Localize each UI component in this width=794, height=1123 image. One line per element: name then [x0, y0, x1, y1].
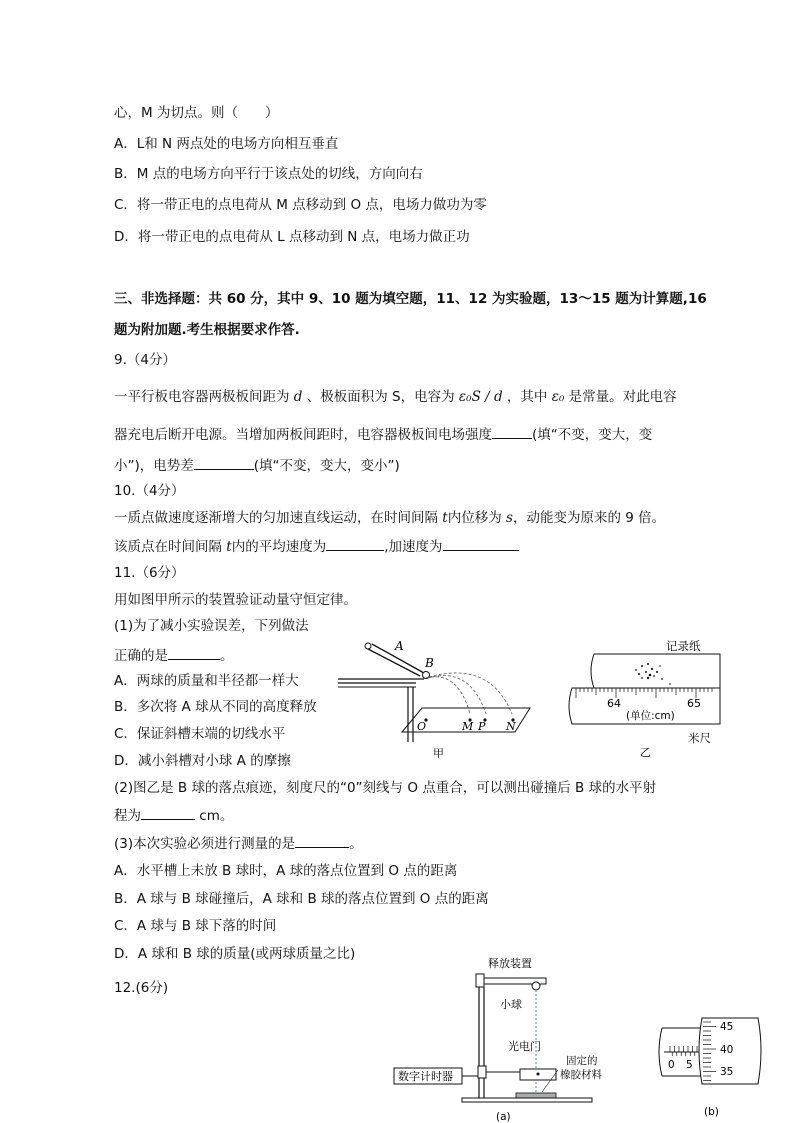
sleeve-0: 0 — [668, 1059, 675, 1071]
q10-text-e: 内的平均速度为 — [231, 539, 327, 555]
rule-label: 米尺 — [688, 731, 711, 745]
ball-icon — [532, 982, 540, 990]
q9-capacitance-formula: ε₀S / d — [458, 389, 503, 405]
q11-sub3-option-d: D．A 球和 B 球的质量(或两球质量之比) — [114, 946, 356, 962]
ball-label: 小球 — [500, 998, 522, 1011]
q11-sub1-line2 — [114, 645, 234, 666]
q9-text-e: 器充电后断开电源。当增加两板间距时，电容器极板间电场强度 — [114, 427, 492, 443]
section3-heading-line1: 三、非选择题：共 60 分，其中 9、10 题为填空题，11、12 为实验题，13～15 题为计算题,16 — [114, 291, 707, 307]
q9-blank-potential[interactable] — [194, 455, 254, 470]
q11-sub1-line1: (1)为了减小实验误差，下列做法 — [114, 618, 309, 634]
fig-b-micrometer — [654, 1008, 770, 1123]
q10-line2 — [114, 536, 519, 557]
tick-64: 64 — [607, 697, 621, 710]
q9-line1 — [114, 387, 677, 407]
q11-blank-2[interactable] — [141, 805, 195, 820]
label-n: N — [506, 720, 516, 733]
q9-blank-field[interactable] — [492, 424, 532, 439]
thimble-35: 35 — [720, 1066, 734, 1078]
label-m: M — [462, 720, 474, 733]
base-plate — [462, 1098, 592, 1102]
label-b: B — [425, 656, 434, 670]
label-a: A — [395, 639, 404, 653]
q9-line2 — [114, 424, 652, 445]
timer-label: 数字计时器 — [398, 1070, 453, 1083]
unit-label: (单位:cm) — [626, 710, 675, 722]
fig-yi-ruler — [562, 634, 726, 768]
q8-stem-tail: 心，M 为切点。则（ ） — [114, 105, 279, 121]
q10-header: 10.（4分） — [114, 483, 185, 499]
fig-a-caption: (a) — [496, 1111, 511, 1123]
q11-text-d: cm。 — [199, 808, 234, 824]
q11-blank-1[interactable] — [168, 645, 220, 660]
tick-65: 65 — [687, 697, 701, 710]
chute-slope — [368, 649, 420, 676]
q11-sub3-option-c: C．A 球与 B 球下落的时间 — [114, 918, 277, 934]
fig-b-caption: (b) — [704, 1106, 719, 1118]
label-p: P — [478, 720, 486, 733]
thimble-40: 40 — [720, 1044, 734, 1056]
q10-text-b: 内位移为 — [447, 510, 502, 526]
q11-text-c: 程为 — [114, 808, 141, 824]
q12-header: 12.(6分) — [114, 980, 169, 996]
q9-text-f: (填“不变，变大，变 — [532, 427, 653, 443]
fig-a-photogate — [392, 952, 632, 1123]
q8-option-d: D．将一带正电的点电荷从 L 点移动到 N 点，电场力做正功 — [114, 229, 470, 245]
q11-sub2-line2 — [114, 805, 233, 826]
record-paper-label: 记录纸 — [666, 639, 701, 653]
fig-yi-caption: 乙 — [640, 746, 651, 759]
release-label: 释放装置 — [488, 957, 532, 970]
q9-text-d: 是常量。对此电容 — [568, 389, 677, 405]
q9-line3 — [114, 455, 400, 476]
q10-blank-acceleration[interactable] — [443, 536, 519, 551]
q10-text-d: 该质点在时间间隔 — [114, 539, 222, 555]
q11-text-f: 。 — [349, 836, 363, 852]
fig-jia-caption: 甲 — [433, 747, 444, 760]
label-o: O — [417, 720, 427, 733]
q11-sub1-option-b: B．多次将 A 球从不同的高度释放 — [114, 699, 317, 715]
record-paper — [591, 654, 720, 688]
q10-text-a: 一质点做速度逐渐增大的匀加速直线运动，在时间间隔 — [114, 510, 438, 526]
q11-sub3 — [114, 833, 363, 854]
q9-text-c: ，其中 — [506, 389, 548, 405]
q9-text-a: 一平行板电容器两极板间距为 — [114, 389, 290, 405]
q11-blank-3[interactable] — [295, 833, 349, 848]
q11-sub3-option-a: A．水平槽上未放 B 球时，A 球的落点位置到 O 点的距离 — [114, 863, 458, 879]
q11-sub1-option-a: A．两球的质量和半径都一样大 — [114, 673, 299, 689]
q10-blank-avg-velocity[interactable] — [326, 536, 384, 551]
q9-header: 9.（4分） — [114, 352, 176, 368]
q9-text-h: (填“不变，变大，变小”) — [253, 458, 400, 474]
q9-var-d: d — [293, 389, 303, 405]
q9-text-b: 、极板面积为 S，电容为 — [306, 389, 455, 405]
q11-sub1-option-c: C．保证斜槽末端的切线水平 — [114, 726, 286, 742]
q9-var-eps: ε₀ — [551, 389, 565, 405]
q10-text-f: ,加速度为 — [384, 539, 443, 555]
q10-var-t: t — [442, 510, 448, 526]
sleeve-5: 5 — [686, 1059, 693, 1071]
q11-sub1-option-d: D．减小斜槽对小球 A 的摩擦 — [114, 753, 291, 769]
gate-label: 光电门 — [508, 1040, 541, 1053]
q11-text-a: 正确的是 — [114, 648, 168, 664]
q10-text-c: ，动能变为原来的 9 倍。 — [512, 510, 666, 526]
q8-option-b: B．M 点的电场方向平行于该点处的切线，方向向右 — [114, 166, 423, 182]
q10-var-t2: t — [226, 539, 232, 555]
section3-heading-line2: 题为附加题.考生根据要求作答. — [114, 322, 300, 338]
ball-a-icon — [365, 643, 371, 649]
q9-text-g: 小”)，电势差 — [114, 458, 194, 474]
q11-sub2-line1: (2)图乙是 B 球的落点痕迹，刻度尺的“0”刻线与 O 点重合，可以测出碰撞后 B 球的水平射 — [114, 780, 657, 796]
q11-sub3-option-b: B．A 球与 B 球碰撞后，A 球和 B 球的落点位置到 O 点的距离 — [114, 891, 489, 907]
q11-text-e: (3)本次实验必须进行测量的是 — [114, 836, 296, 852]
q11-text-b: 。 — [220, 648, 234, 664]
fig-jia-apparatus — [330, 634, 540, 770]
landing-marks — [635, 663, 671, 685]
thimble-45: 45 — [720, 1021, 734, 1033]
q11-header: 11.（6分） — [114, 565, 185, 581]
rubber-label-2: 橡胶材料 — [560, 1069, 602, 1081]
q10-var-s: s — [506, 510, 513, 526]
q8-option-c: C．将一带正电的点电荷从 M 点移动到 O 点，电场力做功为零 — [114, 197, 487, 213]
rubber-label-1: 固定的 — [566, 1055, 598, 1067]
q10-line1 — [114, 508, 665, 528]
q8-option-a: A．L和 N 两点处的电场方向相互垂直 — [114, 136, 339, 152]
q11-intro: 用如图甲所示的装置验证动量守恒定律。 — [114, 592, 357, 608]
sleeve-ticks — [670, 1046, 702, 1056]
